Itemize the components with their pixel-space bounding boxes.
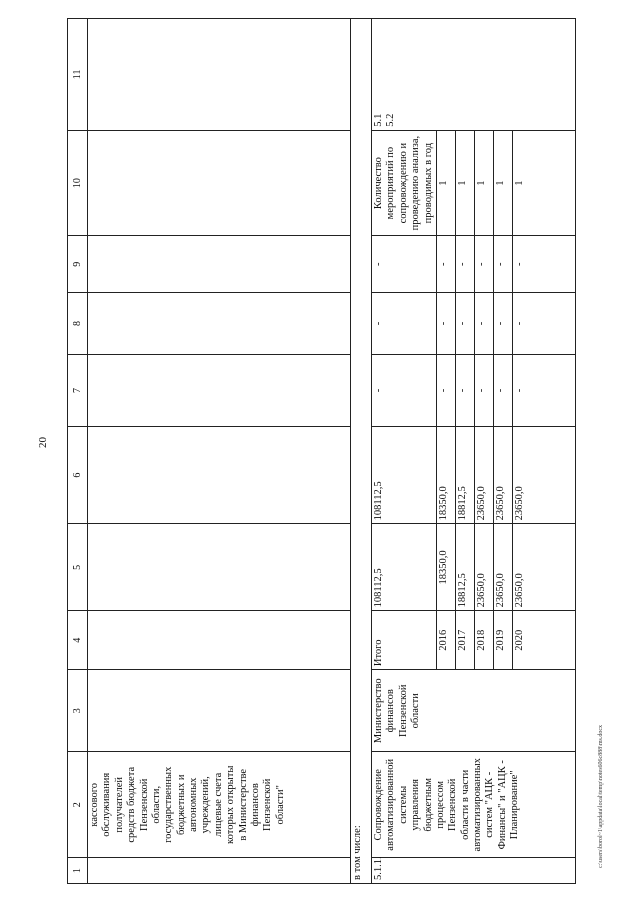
col-header: 3 (68, 670, 88, 752)
col-header: 2 (68, 752, 88, 858)
col-header: 9 (68, 236, 88, 292)
total-col9: - (372, 236, 437, 292)
item-executor: Министерство финансов Пензенской области (372, 670, 576, 752)
indicator-name: Количество мероприятий по сопровождению и проведению анализа, проводимых в год (372, 130, 437, 236)
col-header: 4 (68, 611, 88, 670)
page-number: 20 (37, 437, 49, 448)
col-header: 11 (68, 19, 88, 131)
item-total-row (372, 19, 437, 884)
continuation-row (88, 19, 351, 884)
table-row: 2017 18812,5 18812,5 - - - 1 (455, 19, 474, 884)
header-row (68, 19, 88, 884)
col-header: 10 (68, 130, 88, 236)
total-col6: 108112,5 (372, 426, 437, 524)
rotated-table-container (67, 18, 583, 884)
col-header: 8 (68, 292, 88, 354)
col-header: 5 (68, 524, 88, 611)
item-links: 5.1 5.2 (372, 19, 576, 131)
continuation-text: кассового обслуживания получателей средств бюджета Пензенской области, государственных бюджетных и автономных учреждений, лицевые счета которых открыты в Министерстве финансов Пензенской области" (88, 752, 351, 858)
footer-path: c:\users\borol~1\appdata\local\temp\notes606c888\ms.docx (598, 724, 604, 868)
col-header: 7 (68, 355, 88, 427)
section-row (351, 19, 372, 884)
total-col5: 108112,5 (372, 524, 437, 611)
total-label: Итого (372, 611, 437, 670)
program-table (67, 18, 576, 884)
item-name: Сопровождение автоматизированной системы управления бюджетным процессом Пензенской области в части автоматизированных систем "АЦК - Финансы" и "АЦК - Планирование" (372, 752, 576, 858)
total-col8: - (372, 292, 437, 354)
item-number: 5.1.1. (372, 858, 576, 884)
table-row: 2018 23650,0 23650,0 - - - 1 (474, 19, 493, 884)
table-row: 2019 23650,0 23650,0 - - - 1 (493, 19, 512, 884)
table-row: 2020 23650,0 23650,0 - - - 1 (512, 19, 575, 884)
col-header: 6 (68, 426, 88, 524)
col-header: 1 (68, 858, 88, 884)
total-col7: - (372, 355, 437, 427)
table-row: 2016 18350,0 18350,0 - - - 1 (436, 19, 455, 884)
section-label: в том числе: (351, 19, 372, 884)
